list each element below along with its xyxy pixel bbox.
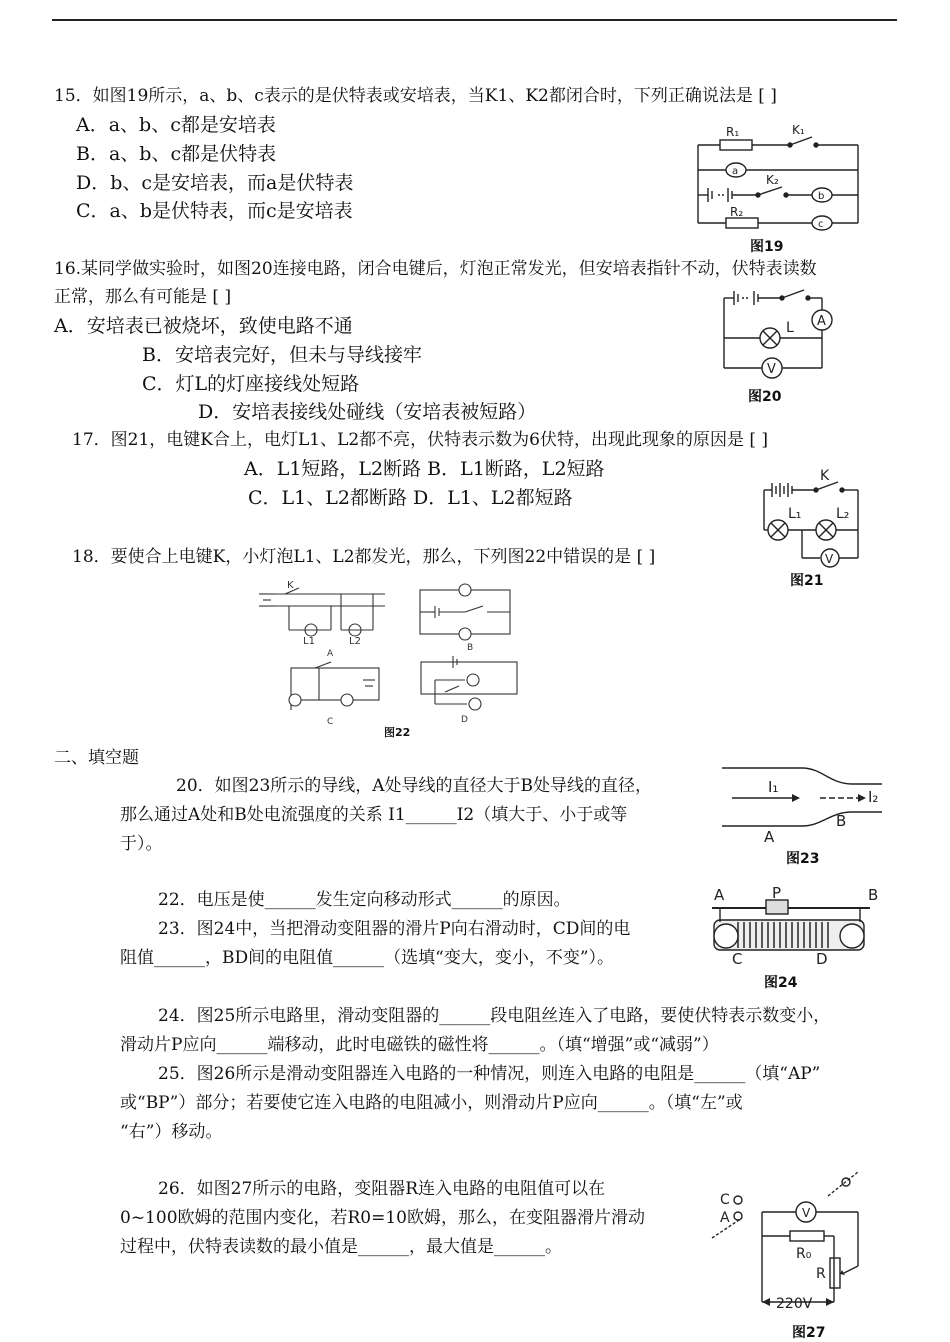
- fig19-r2-label: R₂: [730, 205, 744, 219]
- fig20-caption: 图20: [748, 389, 782, 405]
- fig27-a-label: A: [720, 1210, 730, 1226]
- fig22-label-a: A: [327, 649, 334, 659]
- fig24-caption: 图24: [764, 975, 798, 991]
- q20-line1: 20．如图23所示的导线，A处导线的直径大于B处导线的直径，: [176, 776, 653, 796]
- q26-line2: 0~100欧姆的范围内变化，若R0=10欧姆，那么，在变阻器滑片滑动: [120, 1208, 645, 1228]
- q16-option-d: D．安培表接线处碰线（安培表被短路）: [198, 401, 537, 423]
- fig22-a-l2-label: L2: [349, 636, 361, 647]
- fig19-b-label: b: [818, 191, 825, 202]
- fig23-caption: 图23: [786, 851, 820, 867]
- q16-stem-line2: 正常，那么有可能是 [ ]: [54, 287, 232, 307]
- fig23-b-label: B: [836, 812, 847, 830]
- q17-options-line2: C．L1、L2都断路 D．L1、L2都短路: [248, 487, 573, 509]
- q15-option-c: C．a、b是伏特表，而c是安培表: [76, 200, 353, 222]
- fig22-circuit-b: [420, 584, 510, 640]
- q20-line3: 于）。: [120, 834, 163, 854]
- fig27-caption: 图27: [792, 1325, 826, 1341]
- fig20-ammeter-label: A: [817, 314, 826, 329]
- fig27-r0-label: R₀: [796, 1246, 812, 1262]
- figure-20: [718, 288, 838, 383]
- fig19-caption: 图19: [750, 239, 784, 255]
- fig23-a-label: A: [764, 828, 775, 846]
- fig22-circuit-c: [289, 662, 379, 710]
- q23-line2: 阻值______，BD间的电阻值______（选填“变大，变小，不变”）。: [120, 948, 615, 968]
- q18-stem: 18．要使合上电键K，小灯泡L1、L2都发光，那么，下列图22中错误的是 [ ]: [72, 547, 656, 567]
- q26-line3: 过程中，伏特表读数的最小值是______，最大值是______。: [120, 1237, 562, 1257]
- q20-line2: 那么通过A处和B处电流强度的关系 I1______I2（填大于、小于或等: [120, 805, 628, 825]
- fig24-p-label: P: [772, 884, 782, 902]
- figure-27: [706, 1166, 881, 1316]
- fig21-caption: 图21: [790, 573, 824, 589]
- header-rule: [52, 19, 897, 21]
- fig22-label-b: B: [467, 643, 474, 653]
- section2-title: 二、填空题: [54, 748, 139, 768]
- q16-option-c: C．灯L的灯座接线处短路: [142, 373, 360, 395]
- fig22-label-d: D: [461, 715, 468, 725]
- q15-option-b: B．a、b、c都是伏特表: [76, 143, 277, 165]
- q24-line1: 24．图25所示电路里，滑动变阻器的______段电阻丝连入了电路，要使伏特表示数变小，: [158, 1006, 831, 1026]
- fig27-voltage-label: 220V: [776, 1296, 813, 1312]
- fig19-k1-label: K₁: [792, 123, 805, 137]
- fig19-a-label: a: [732, 166, 739, 177]
- q24-line2: 滑动片P应向______端移动，此时电磁铁的磁性将______。（填“增强”或“减弱”）: [120, 1035, 719, 1055]
- fig21-l2-label: L₂: [836, 506, 850, 522]
- fig27-c-label: C: [720, 1192, 730, 1208]
- fig19-r1-label: R₁: [726, 125, 740, 139]
- fig24-c-label: C: [732, 950, 743, 968]
- q15-option-a: A．a、b、c都是安培表: [76, 114, 276, 136]
- q16-option-b: B．安培表完好，但未与导线接牢: [142, 344, 422, 366]
- q22-text: 22．电压是使______发生定向移动形式______的原因。: [158, 890, 571, 910]
- fig27-r-label: R: [816, 1266, 826, 1282]
- fig20-lamp-label: L: [786, 320, 794, 336]
- fig21-l1-label: L₁: [788, 506, 802, 522]
- q16-option-a: A．安培表已被烧坏，致使电路不通: [54, 315, 353, 337]
- fig21-k-label: K: [820, 468, 830, 484]
- fig22-label-c: C: [327, 717, 334, 727]
- figure-23: [722, 762, 892, 846]
- q15-stem: 15．如图19所示，a、b、c表示的是伏特表或安培表，当K1、K2都闭合时，下列正确说法是 [ ]: [54, 86, 777, 106]
- q25-line3: “右”）移动。: [120, 1122, 223, 1142]
- fig23-i2-label: I₂: [868, 788, 879, 806]
- q23-line1: 23．图24中，当把滑动变阻器的滑片P向右滑动时，CD间的电: [158, 919, 631, 939]
- figure-22: [255, 580, 530, 740]
- fig22-circuit-a: [259, 588, 385, 636]
- q25-line2: 或“BP”）部分；若要使它连入电路的电阻减小，则滑动片P应向______。（填“左”或: [120, 1093, 743, 1113]
- fig22-a-k-label: K: [287, 580, 294, 591]
- fig21-v-label: V: [825, 552, 834, 566]
- fig20-voltmeter-label: V: [767, 362, 776, 377]
- q25-line1: 25．图26所示是滑动变阻器连入电路的一种情况，则连入电路的电阻是______（填“AP”: [158, 1064, 821, 1084]
- figure-24: [704, 886, 884, 966]
- fig19-k2-label: K₂: [766, 173, 779, 187]
- fig22-caption: 图22: [384, 726, 411, 739]
- fig24-b-label: B: [868, 886, 879, 904]
- fig22-circuit-d: [421, 656, 517, 710]
- q17-options-line1: A．L1短路，L2断路 B．L1断路，L2短路: [244, 458, 605, 480]
- fig24-a-label: A: [714, 886, 725, 904]
- q15-option-d: D．b、c是安培表，而a是伏特表: [76, 172, 354, 194]
- fig24-d-label: D: [816, 950, 828, 968]
- figure-21: [760, 470, 870, 570]
- q16-stem-line1: 16.某同学做实验时，如图20连接电路，闭合电键后，灯泡正常发光，但安培表指针不动，伏特表读数: [54, 259, 817, 279]
- fig27-v-label: V: [802, 1206, 811, 1220]
- q26-line1: 26．如图27所示的电路，变阻器R连入电路的电阻值可以在: [158, 1179, 606, 1199]
- fig22-a-l1-label: L1: [303, 636, 315, 647]
- fig23-i1-label: I₁: [768, 778, 779, 796]
- fig19-c-label: c: [818, 219, 824, 230]
- q17-stem: 17．图21，电键K合上，电灯L1、L2都不亮，伏特表示数为6伏特，出现此现象的原因是 [ ]: [72, 430, 769, 450]
